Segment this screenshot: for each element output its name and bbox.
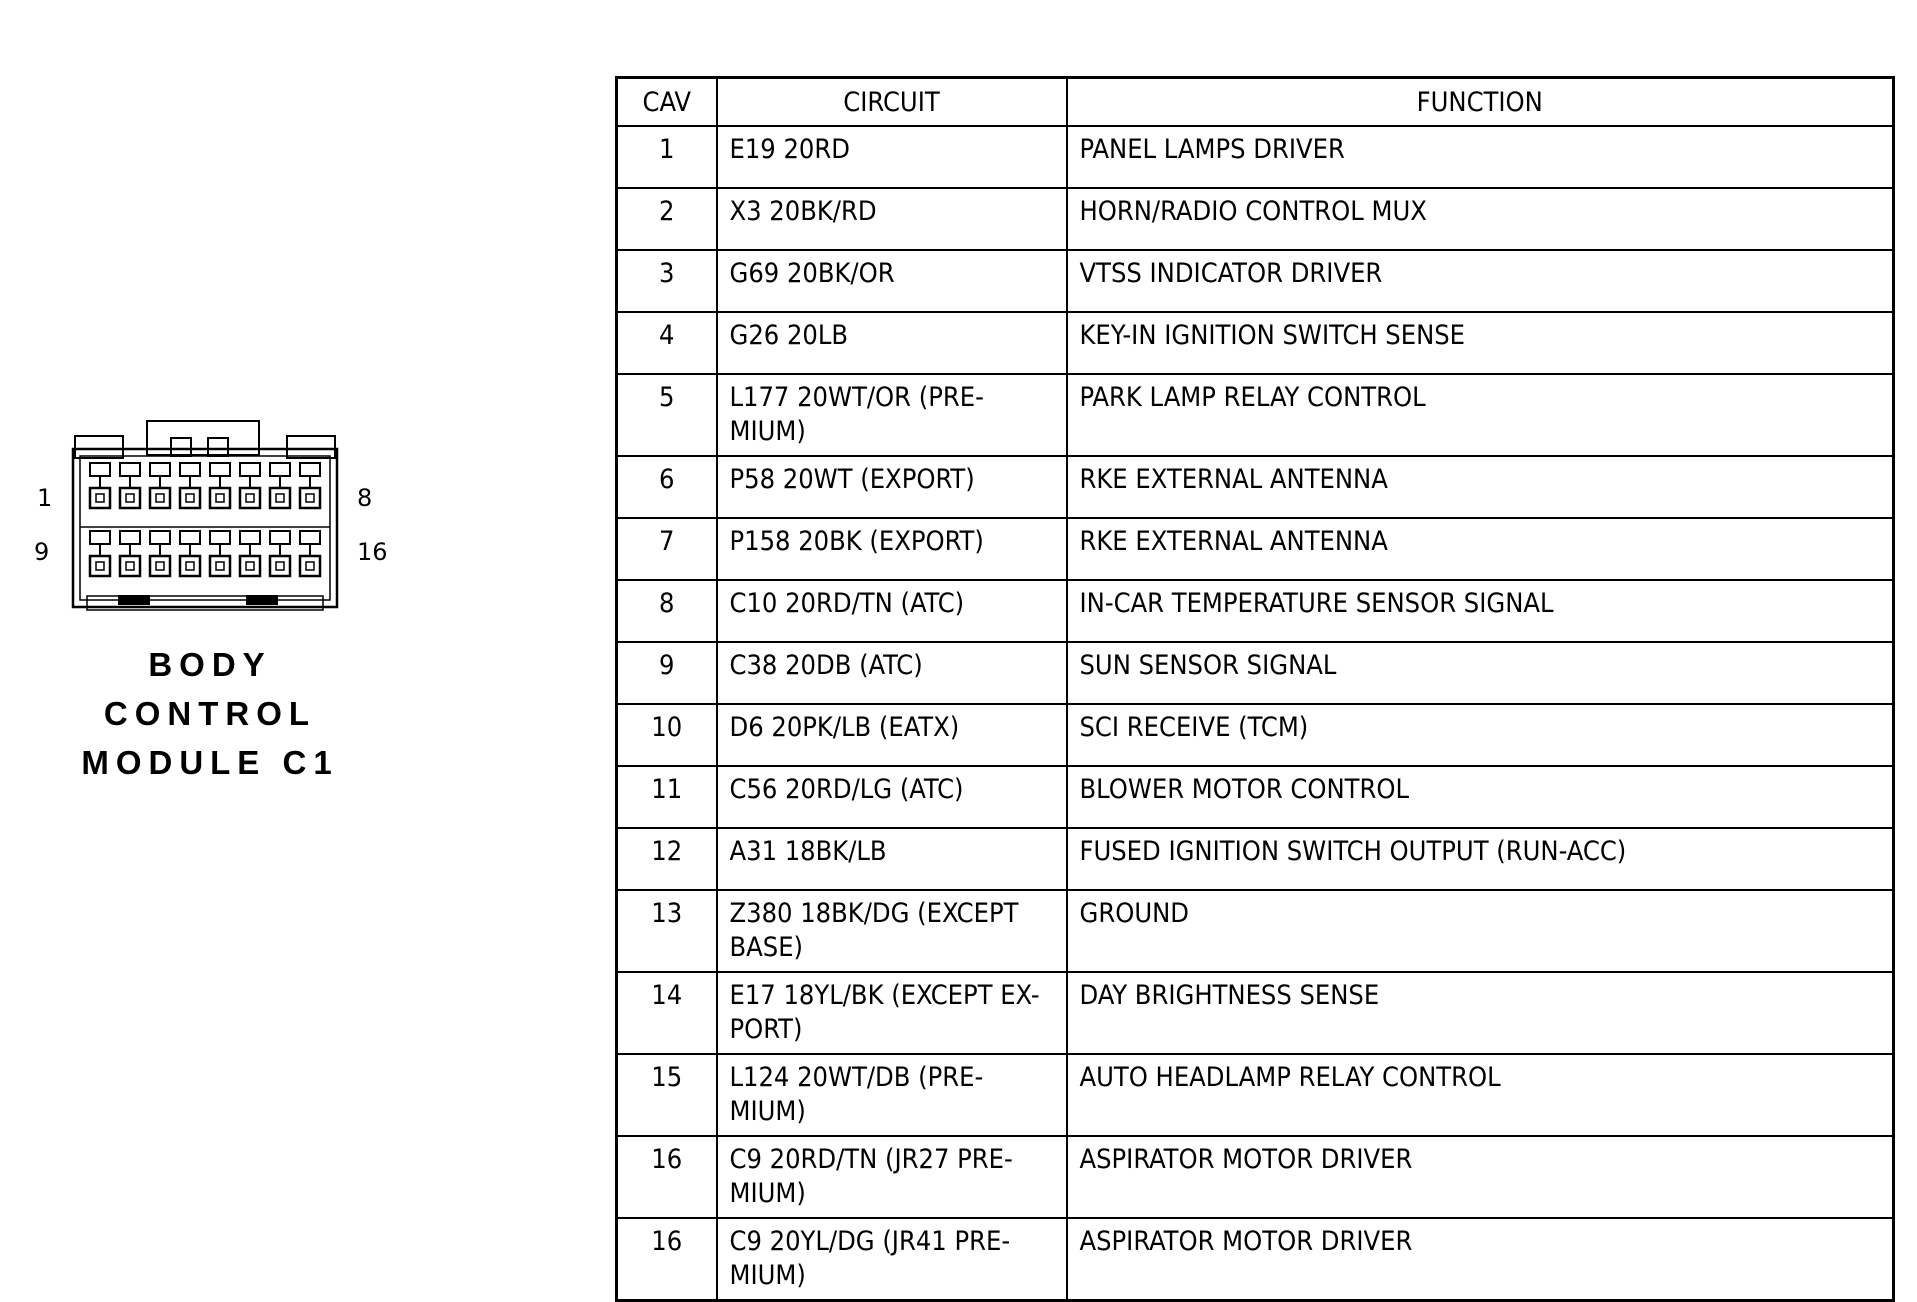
- pin-cavity: [270, 556, 290, 576]
- pin-cavity: [90, 556, 110, 576]
- pin-terminal: [126, 562, 134, 570]
- pin-cavity: [150, 556, 170, 576]
- cav-cell: 4: [617, 312, 717, 374]
- circuit-cell: P58 20WT (EXPORT): [717, 456, 1067, 518]
- cav-cell: 16: [617, 1136, 717, 1218]
- circuit-cell: Z380 18BK/DG (EXCEPT BASE): [717, 890, 1067, 972]
- cav-cell: 16: [617, 1218, 717, 1301]
- pin-latch: [90, 463, 110, 476]
- pin-label-16: 16: [357, 538, 388, 566]
- pin-cavity: [180, 556, 200, 576]
- pin-latch: [240, 531, 260, 544]
- pin-terminal: [126, 494, 134, 502]
- pin-cavity: [90, 488, 110, 508]
- circuit-cell: E19 20RD: [717, 126, 1067, 188]
- pin-latch: [120, 531, 140, 544]
- circuit-cell: A31 18BK/LB: [717, 828, 1067, 890]
- table-row: [617, 828, 1894, 890]
- header-cav: CAV: [617, 78, 717, 127]
- function-cell: RKE EXTERNAL ANTENNA: [1067, 456, 1894, 518]
- function-cell: GROUND: [1067, 890, 1894, 972]
- table-body: [617, 126, 1894, 1301]
- pin-terminal: [186, 494, 194, 502]
- header-function: FUNCTION: [1067, 78, 1894, 127]
- cav-cell: 6: [617, 456, 717, 518]
- pin-terminal: [216, 494, 224, 502]
- pin-latch: [210, 463, 230, 476]
- cav-cell: 12: [617, 828, 717, 890]
- pin-cavity: [240, 556, 260, 576]
- cav-cell: 5: [617, 374, 717, 456]
- pin-cavity: [210, 556, 230, 576]
- cav-cell: 14: [617, 972, 717, 1054]
- table-row: [617, 126, 1894, 188]
- cav-cell: 2: [617, 188, 717, 250]
- function-cell: ASPIRATOR MOTOR DRIVER: [1067, 1218, 1894, 1301]
- pin-terminal: [216, 562, 224, 570]
- function-cell: DAY BRIGHTNESS SENSE: [1067, 972, 1894, 1054]
- pin-latch: [270, 531, 290, 544]
- table-row: [617, 580, 1894, 642]
- cav-cell: 3: [617, 250, 717, 312]
- function-cell: PARK LAMP RELAY CONTROL: [1067, 374, 1894, 456]
- function-cell: SCI RECEIVE (TCM): [1067, 704, 1894, 766]
- pin-latch: [180, 463, 200, 476]
- header-circuit: CIRCUIT: [717, 78, 1067, 127]
- pin-latch: [180, 531, 200, 544]
- table-row: [617, 1136, 1894, 1218]
- table-row: [617, 250, 1894, 312]
- function-cell: HORN/RADIO CONTROL MUX: [1067, 188, 1894, 250]
- table-row: [617, 766, 1894, 828]
- circuit-cell: E17 18YL/BK (EXCEPT EX-PORT): [717, 972, 1067, 1054]
- cav-cell: 11: [617, 766, 717, 828]
- pin-terminal: [186, 562, 194, 570]
- cav-cell: 13: [617, 890, 717, 972]
- pin-cavity: [150, 488, 170, 508]
- pin-label-8: 8: [357, 484, 373, 512]
- connector-pins: [90, 463, 320, 576]
- circuit-cell: C9 20YL/DG (JR41 PRE-MIUM): [717, 1218, 1067, 1301]
- connector-icon: [20, 400, 380, 630]
- connector-title-line-1: BODY: [148, 646, 272, 683]
- table-row: [617, 1054, 1894, 1136]
- pin-terminal: [96, 494, 104, 502]
- pin-latch: [300, 531, 320, 544]
- pin-label-9: 9: [34, 538, 50, 566]
- table-row: [617, 704, 1894, 766]
- function-cell: PANEL LAMPS DRIVER: [1067, 126, 1894, 188]
- pin-terminal: [156, 562, 164, 570]
- function-cell: VTSS INDICATOR DRIVER: [1067, 250, 1894, 312]
- cav-cell: 9: [617, 642, 717, 704]
- pin-cavity: [120, 488, 140, 508]
- pin-latch: [90, 531, 110, 544]
- pin-terminal: [276, 494, 284, 502]
- pin-terminal: [246, 494, 254, 502]
- pin-latch: [300, 463, 320, 476]
- table-row: [617, 374, 1894, 456]
- pin-cavity: [270, 488, 290, 508]
- function-cell: AUTO HEADLAMP RELAY CONTROL: [1067, 1054, 1894, 1136]
- connector-title-line-3: MODULE C1: [81, 744, 339, 781]
- table-row: [617, 312, 1894, 374]
- cav-cell: 7: [617, 518, 717, 580]
- function-cell: KEY-IN IGNITION SWITCH SENSE: [1067, 312, 1894, 374]
- table-row: [617, 518, 1894, 580]
- pin-terminal: [306, 494, 314, 502]
- pin-terminal: [96, 562, 104, 570]
- pin-terminal: [306, 562, 314, 570]
- pin-latch: [120, 463, 140, 476]
- pin-latch: [210, 531, 230, 544]
- circuit-cell: P158 20BK (EXPORT): [717, 518, 1067, 580]
- circuit-cell: G69 20BK/OR: [717, 250, 1067, 312]
- pin-cavity: [180, 488, 200, 508]
- function-cell: BLOWER MOTOR CONTROL: [1067, 766, 1894, 828]
- pin-cavity: [210, 488, 230, 508]
- pin-cavity: [240, 488, 260, 508]
- circuit-cell: C10 20RD/TN (ATC): [717, 580, 1067, 642]
- pin-latch: [240, 463, 260, 476]
- function-cell: RKE EXTERNAL ANTENNA: [1067, 518, 1894, 580]
- function-cell: IN-CAR TEMPERATURE SENSOR SIGNAL: [1067, 580, 1894, 642]
- cav-cell: 10: [617, 704, 717, 766]
- pin-latch: [150, 531, 170, 544]
- function-cell: SUN SENSOR SIGNAL: [1067, 642, 1894, 704]
- table-row: [617, 1218, 1894, 1301]
- connector-title: [70, 640, 350, 787]
- circuit-cell: D6 20PK/LB (EATX): [717, 704, 1067, 766]
- table-row: [617, 890, 1894, 972]
- pin-label-1: 1: [37, 484, 53, 512]
- pin-terminal: [276, 562, 284, 570]
- circuit-cell: L124 20WT/DB (PRE-MIUM): [717, 1054, 1067, 1136]
- function-cell: ASPIRATOR MOTOR DRIVER: [1067, 1136, 1894, 1218]
- circuit-cell: X3 20BK/RD: [717, 188, 1067, 250]
- cav-cell: 15: [617, 1054, 717, 1136]
- pin-cavity: [300, 488, 320, 508]
- table-header-row: [617, 78, 1894, 127]
- table-row: [617, 188, 1894, 250]
- circuit-cell: G26 20LB: [717, 312, 1067, 374]
- cav-cell: 8: [617, 580, 717, 642]
- table-row: [617, 972, 1894, 1054]
- pinout-table: [615, 76, 1895, 1302]
- table-row: [617, 642, 1894, 704]
- pin-latch: [270, 463, 290, 476]
- pin-terminal: [156, 494, 164, 502]
- function-cell: FUSED IGNITION SWITCH OUTPUT (RUN-ACC): [1067, 828, 1894, 890]
- circuit-cell: C56 20RD/LG (ATC): [717, 766, 1067, 828]
- pin-terminal: [246, 562, 254, 570]
- pin-cavity: [300, 556, 320, 576]
- pin-cavity: [120, 556, 140, 576]
- table-row: [617, 456, 1894, 518]
- connector-title-line-2: CONTROL: [103, 695, 317, 732]
- circuit-cell: L177 20WT/OR (PRE-MIUM): [717, 374, 1067, 456]
- circuit-cell: C9 20RD/TN (JR27 PRE-MIUM): [717, 1136, 1067, 1218]
- circuit-cell: C38 20DB (ATC): [717, 642, 1067, 704]
- cav-cell: 1: [617, 126, 717, 188]
- pin-latch: [150, 463, 170, 476]
